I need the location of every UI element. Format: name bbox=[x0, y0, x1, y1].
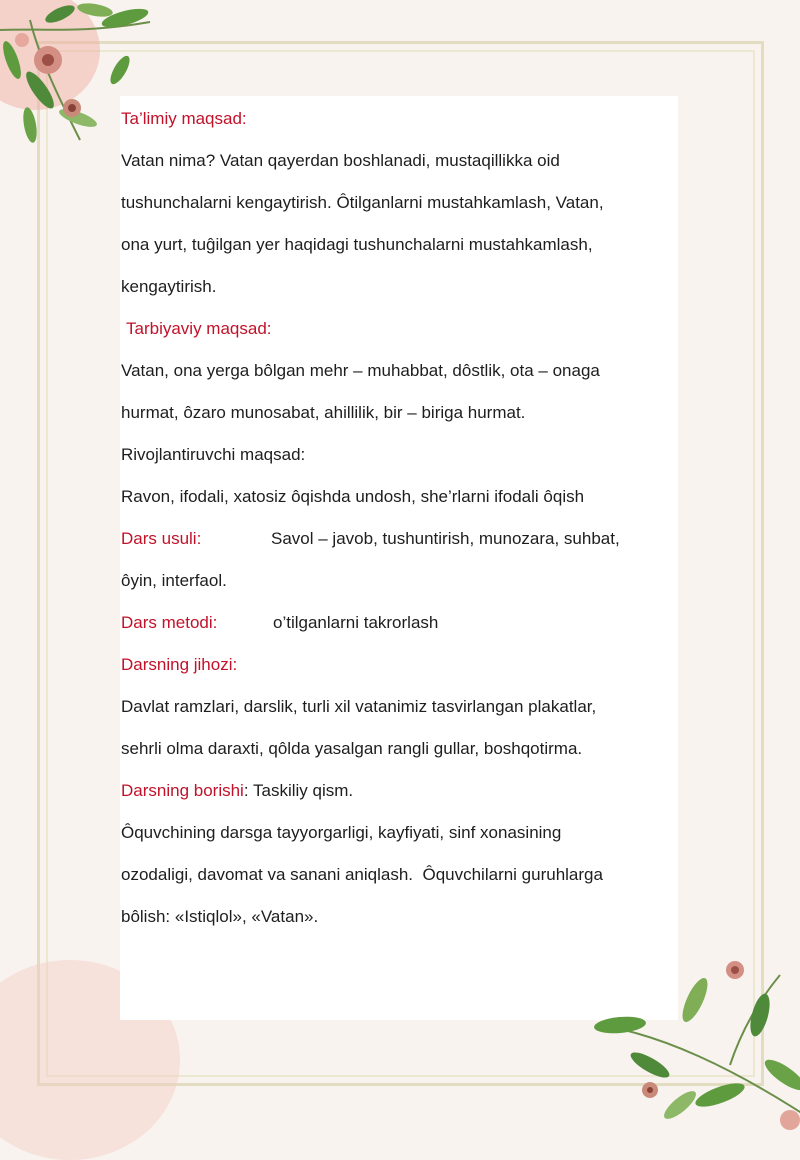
dars-usuli-value: Savol – javob, tushuntirish, munozara, suhbat, bbox=[271, 529, 620, 548]
talimiy-maqsad-heading: Ta’limiy maqsad: bbox=[121, 109, 247, 128]
body-line: bôlish: «Istiqlol», «Vatan». bbox=[121, 907, 319, 926]
dars-usuli-row bbox=[121, 518, 669, 560]
body-line: sehrli olma daraxti, qôlda yasalgan rangli gullar, boshqotirma. bbox=[121, 739, 583, 758]
dars-metodi-label: Dars metodi: bbox=[121, 613, 218, 632]
body-line: tushunchalarni kengaytirish. Ôtilganlarni mustahkamlash, Vatan, bbox=[121, 193, 604, 212]
body-line: hurmat, ôzaro munosabat, ahillilik, bir – biriga hurmat. bbox=[121, 403, 526, 422]
body-line: ozodaligi, davomat va sanani aniqlash. Ôquvchilarni guruhlarga bbox=[121, 865, 603, 884]
body-line: Ravon, ifodali, xatosiz ôqishda undosh, she’rlarni ifodali ôqish bbox=[121, 487, 585, 506]
floral-branch-icon bbox=[590, 955, 800, 1135]
dars-metodi-row bbox=[121, 602, 669, 644]
lesson-plan-text bbox=[121, 98, 669, 938]
body-line: kengaytirish. bbox=[121, 277, 217, 296]
body-line: Vatan, ona yerga bôlgan mehr – muhabbat, dôstlik, ota – onaga bbox=[121, 361, 600, 380]
tarbiyaviy-maqsad-heading: Tarbiyaviy maqsad: bbox=[126, 319, 272, 338]
darsning-jihozi-heading: Darsning jihozi: bbox=[121, 655, 238, 674]
darsning-borishi-label: Darsning borishi bbox=[121, 781, 244, 800]
darsning-borishi-row bbox=[121, 770, 669, 812]
rivojlantiruvchi-maqsad-heading: Rivojlantiruvchi maqsad: bbox=[121, 445, 306, 464]
body-line: ona yurt, tuĝilgan yer haqidagi tushunchalarni mustahkamlash, bbox=[121, 235, 593, 254]
dars-usuli-label: Dars usuli: bbox=[121, 529, 202, 548]
dars-metodi-value: o’tilganlarni takrorlash bbox=[273, 613, 439, 632]
darsning-borishi-value: : Taskiliy qism. bbox=[243, 781, 354, 800]
body-line: Vatan nima? Vatan qayerdan boshlanadi, mustaqillikka oid bbox=[121, 151, 560, 170]
body-line: Davlat ramzlari, darslik, turli xil vatanimiz tasvirlangan plakatlar, bbox=[121, 697, 597, 716]
body-line: ôyin, interfaol. bbox=[121, 571, 227, 590]
body-line: Ôquvchining darsga tayyorgarligi, kayfiyati, sinf xonasining bbox=[121, 823, 562, 842]
